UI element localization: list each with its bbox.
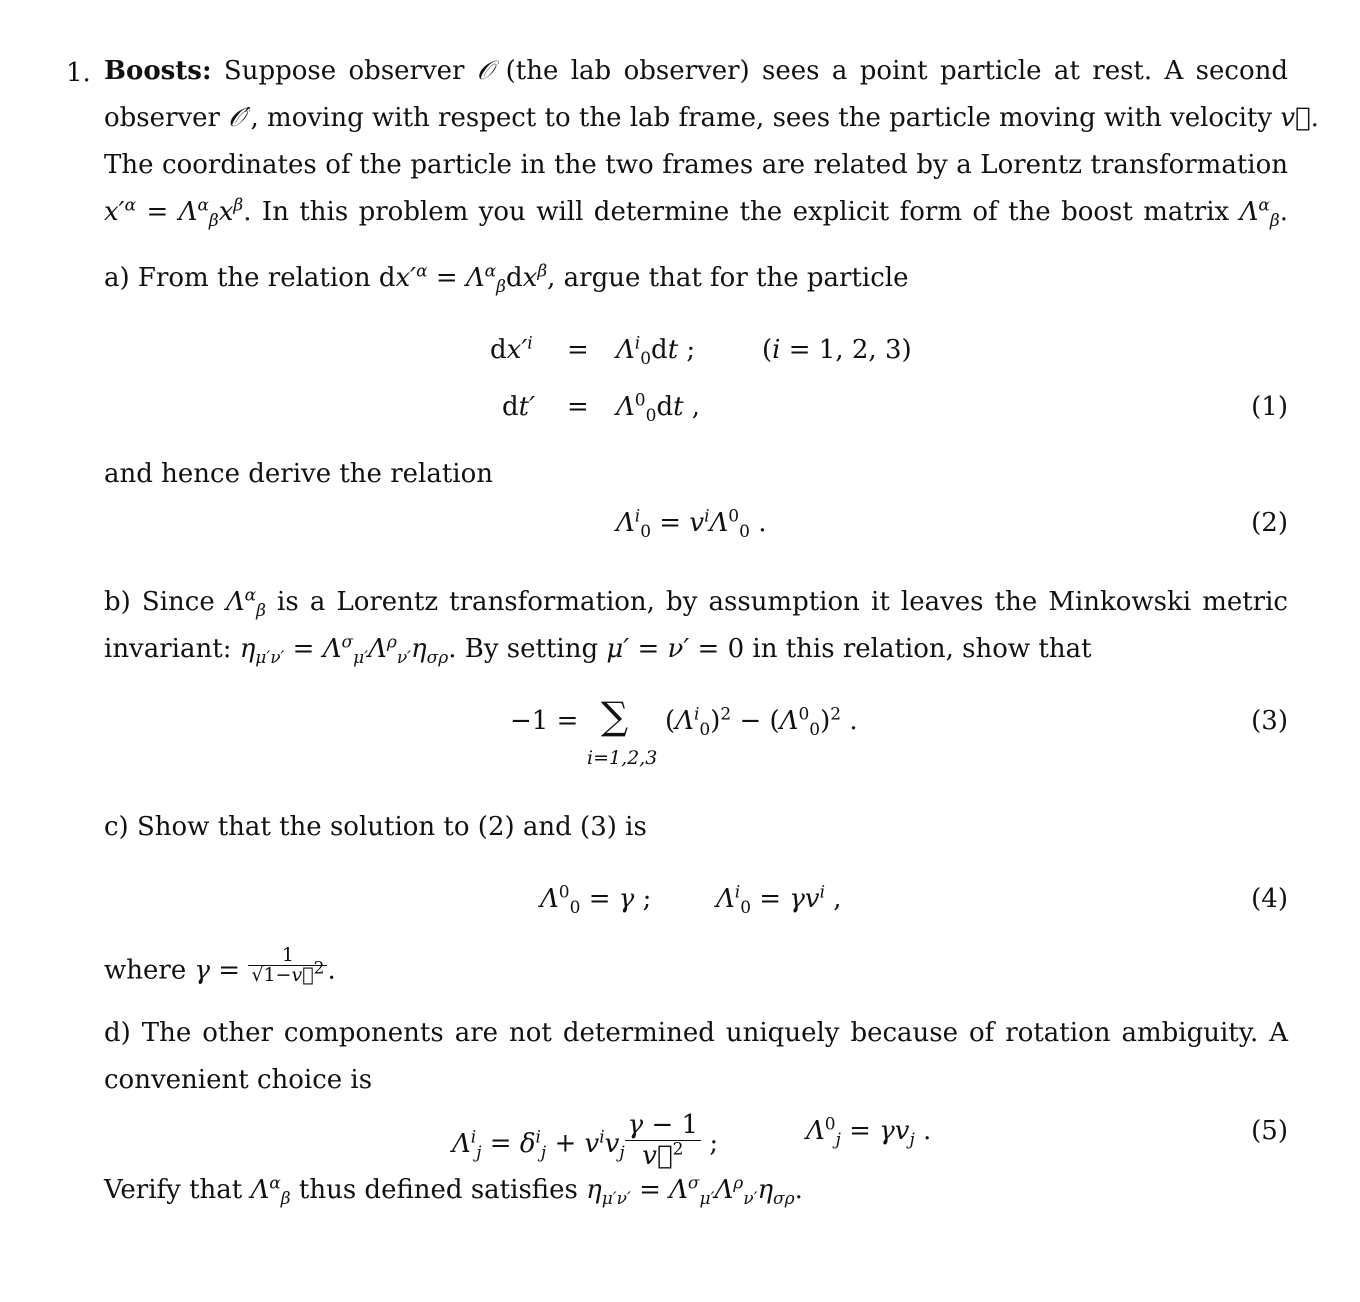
intro-line-3: The coordinates of the particle in the two frames are related by a Lorentz transformation xyxy=(104,150,1288,180)
part-c-text: c) Show that the solution to (2) and (3) is xyxy=(104,812,647,842)
part-a-followup: and hence derive the relation xyxy=(104,459,493,489)
part-a-text: a) From the relation $dx'^\alpha = \Lambda^\alpha_\beta dx^\beta$, argue that for the particle xyxy=(104,261,909,298)
intro-line-1: Boosts: Suppose observer 𝒪 (the lab observer) sees a point particle at rest. A second xyxy=(104,56,1288,86)
eq4-number: (4) xyxy=(1251,884,1288,914)
eq3-sum-index: i=1,2,3 xyxy=(587,747,658,769)
part-b-line-1: b) Since $\Lambda^\alpha_\beta$ is a Lorentz transformation, by assumption it leaves the Minkowski metric xyxy=(104,585,1288,622)
eq1-row2-rhs: $\Lambda^0_0dt$ , xyxy=(616,390,701,427)
eq3-lhs: −1 = xyxy=(510,706,579,736)
eq2-number: (2) xyxy=(1251,508,1288,538)
eq3-sum-sign: ∑ xyxy=(601,694,629,738)
part-d-line-2: convenient choice is xyxy=(104,1065,373,1095)
eq1-row2-lhs: dt′ xyxy=(502,392,536,422)
eq1-row2-eq: = xyxy=(567,392,589,422)
part-b-line-2: invariant: $\eta_{\mu'\nu'} = \Lambda^\sigma_{\mu'}\Lambda^\rho_{\nu'}\eta_{\sigma\rho}$. By setting μ′ = ν′ = 0 in this relation, show that xyxy=(104,632,1092,669)
eq4-left: $\Lambda^0_0 = \gamma$ ; xyxy=(540,882,652,919)
eq3-rhs: $(\Lambda^i_0)^2 - (\Lambda^0_0)^2$ . xyxy=(665,704,858,741)
eq5-number: (5) xyxy=(1251,1116,1288,1146)
eq5-right: $\Lambda^0_j = \gamma v_j$ . xyxy=(806,1114,932,1151)
eq2-body: $\Lambda^i_0 = v^i\Lambda^0_0$ . xyxy=(616,506,767,543)
part-d-verify: Verify that $\Lambda^\alpha_\beta$ thus defined satisfies $\eta_{\mu'\nu'} = \Lambda^\sigma_{\mu'}\Lambda^\rho_{\nu'}\eta_{\sigma\rho}$. xyxy=(104,1173,803,1210)
eq5-left: $\Lambda^i_j = \delta^i_j + v^iv_j$ $\frac{\gamma - 1}{v⃗^2}$ ; xyxy=(452,1110,719,1171)
eq1-row1-rhs: $\Lambda^i_0dt$ ; xyxy=(616,333,696,370)
eq3-number: (3) xyxy=(1251,706,1288,736)
problem-title: Boosts: xyxy=(104,56,212,86)
eq1-number: (1) xyxy=(1251,392,1288,422)
part-d-line-1: d) The other components are not determined uniquely because of rotation ambiguity. A xyxy=(104,1018,1288,1048)
eq4-right: $\Lambda^i_0 = \gamma v^i$ , xyxy=(716,882,842,919)
part-c-where: where γ = $\frac{1}{√1-v⃗^2}$ . xyxy=(104,944,336,986)
intro-line-4: $x'^\alpha = \Lambda^\alpha_\beta x^\beta$. In this problem you will determine the explicit form of the boost matrix $\Lambda^\alpha_\beta$. xyxy=(104,195,1288,232)
eq1-row1-eq: = xyxy=(567,335,589,365)
intro-line-2: observer 𝒪′, moving with respect to the lab frame, sees the particle moving with velocity v⃗. xyxy=(104,103,1319,133)
eq1-row1-range: (i = 1, 2, 3) xyxy=(762,335,912,365)
eq1-row1-lhs: $dx'^i$ xyxy=(490,333,533,365)
problem-number: 1. xyxy=(66,58,91,88)
